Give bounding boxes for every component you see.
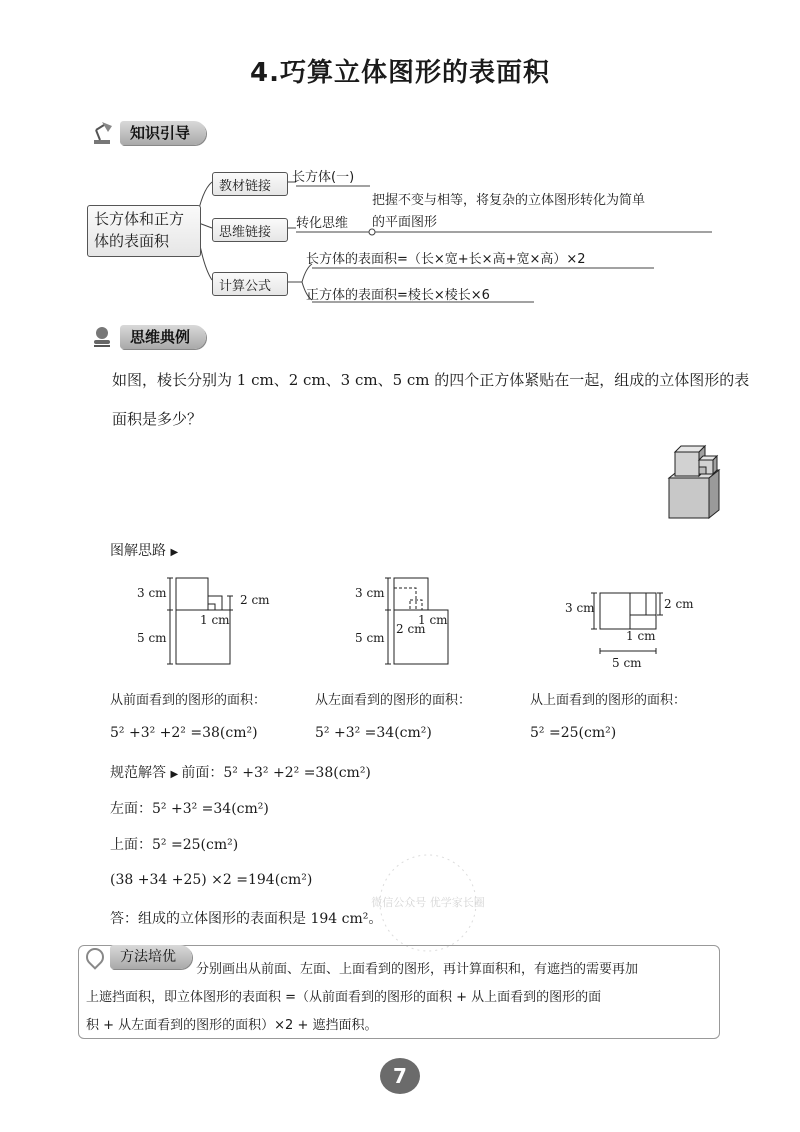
left-label-2cm: 2 cm <box>396 622 426 636</box>
solution-top: 上面：5² =25(cm²) <box>110 837 239 853</box>
section-knowledge-label: 知识引导 <box>120 121 206 145</box>
formula-cube: 正方体的表面积=棱长×棱长×6 <box>306 288 490 303</box>
solution-heading: 规范解答 <box>110 765 166 781</box>
section-knowledge <box>90 120 206 146</box>
front-view-equation: 5² +3² +2² =38(cm²) <box>110 725 258 741</box>
mindmap-branch-textbook: 教材链接 <box>212 172 288 196</box>
mindmap-leaf-textbook: 长方体(一) <box>292 170 355 185</box>
thinking-note-line1: 把握不变与相等，将复杂的立体图形转化为简单 <box>372 193 646 208</box>
method-line1: 分别画出从前面、左面、上面看到的图形，再计算面积和，有遮挡的需要再加 <box>196 962 639 977</box>
section-method <box>80 944 192 970</box>
section-method-label: 方法培优 <box>110 945 192 969</box>
left-label-5cm: 5 cm <box>355 631 385 645</box>
front-view-caption: 从前面看到的图形的面积： <box>110 693 267 708</box>
mindmap-root-line1: 长方体和正方 <box>94 210 185 228</box>
formula-cuboid: 长方体的表面积=（长×宽+长×高+宽×高）×2 <box>306 252 586 267</box>
page-title: 4.巧算立体图形的表面积 <box>250 58 550 88</box>
front-label-5cm: 5 cm <box>137 631 167 645</box>
mindmap-thinking-note <box>372 190 645 234</box>
top-view-equation: 5² =25(cm²) <box>530 725 617 741</box>
solution-front-text: 前面：5² +3² +2² =38(cm²) <box>181 765 371 781</box>
top-label-1cm: 1 cm <box>626 629 656 643</box>
front-label-3cm: 3 cm <box>137 586 167 600</box>
solution-total: (38 +34 +25) ×2 =194(cm²) <box>110 872 313 888</box>
mindmap-root <box>87 205 201 257</box>
brain-gear-icon <box>90 324 116 350</box>
method-line2: 上遮挡面积，即立体图形的表面积 =（从前面看到的图形的面积 + 从上面看到的图形的面 <box>86 990 602 1005</box>
location-pin-icon <box>82 944 107 969</box>
stacked-cubes-figure <box>665 440 725 522</box>
mindmap-branch-formula: 计算公式 <box>212 272 288 296</box>
triangle-right-icon: ▶ <box>170 547 179 558</box>
top-label-2cm: 2 cm <box>664 597 694 611</box>
thinking-note-line2: 的平面图形 <box>372 215 438 230</box>
lamp-icon <box>90 120 116 146</box>
section-example <box>90 324 206 350</box>
method-line3: 积 + 从左面看到的图形的面积）×2 + 遮挡面积。 <box>86 1018 378 1033</box>
top-view-caption: 从上面看到的图形的面积： <box>530 693 687 708</box>
front-label-1cm: 1 cm <box>200 613 230 627</box>
top-label-3cm: 3 cm <box>565 601 595 615</box>
top-label-5cm: 5 cm <box>612 656 642 670</box>
solution-left: 左面：5² +3² =34(cm²) <box>110 801 269 817</box>
solution-answer: 答：组成的立体图形的表面积是 194 cm²。 <box>110 911 383 927</box>
diagram-heading-text: 图解思路 <box>110 543 166 559</box>
left-label-1cm: 1 cm <box>418 613 448 627</box>
left-view-equation: 5² +3² =34(cm²) <box>315 725 432 741</box>
front-label-2cm: 2 cm <box>240 593 270 607</box>
svg-text:微信公众号 优学家长圈: 微信公众号 优学家长圈 <box>371 896 485 909</box>
left-view-caption: 从左面看到的图形的面积： <box>315 693 472 708</box>
triangle-right-icon: ▶ <box>170 769 182 780</box>
section-example-label: 思维典例 <box>120 325 206 349</box>
problem-line1: 如图，棱长分别为 1 cm、2 cm、3 cm、5 cm 的四个正方体紧贴在一起，组成的立体图形的表 <box>112 371 750 389</box>
mindmap-branch-thinking: 思维链接 <box>212 218 288 242</box>
left-label-3cm: 3 cm <box>355 586 385 600</box>
page-number: 7 <box>380 1058 420 1094</box>
solution-front <box>110 762 371 782</box>
mindmap-leaf-thinking: 转化思维 <box>296 216 349 231</box>
diagram-heading <box>110 540 178 560</box>
watermark-stamp <box>368 848 488 958</box>
mindmap-root-line2: 体的表面积 <box>94 232 170 250</box>
problem-line2: 面积是多少？ <box>112 410 203 428</box>
